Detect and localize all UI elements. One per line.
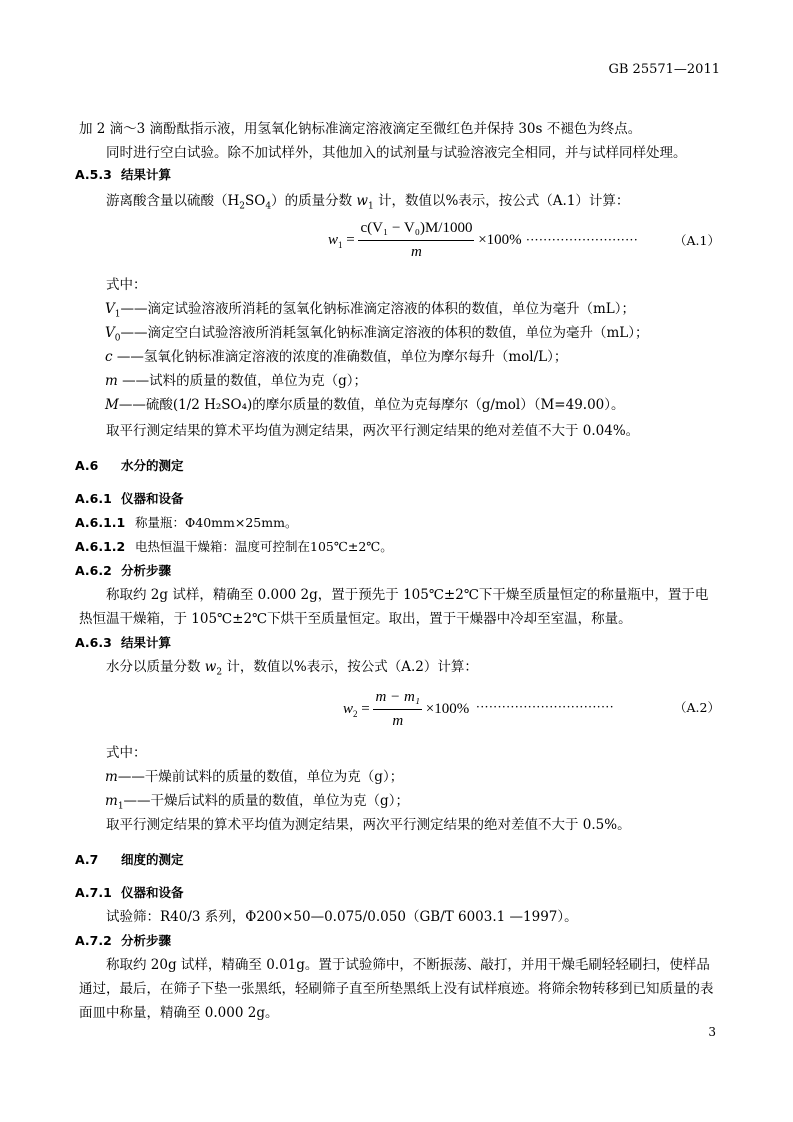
section-title: 结果计算 bbox=[121, 635, 172, 650]
page-number: 3 bbox=[708, 1025, 716, 1039]
standard-number: GB 25571—2011 bbox=[608, 62, 720, 77]
formula-leader-dots: ·························· bbox=[526, 233, 639, 247]
subscript: 2 bbox=[353, 708, 358, 719]
section-a-6-1-1 bbox=[75, 515, 297, 530]
dash: —— bbox=[120, 301, 148, 317]
equals-sign: = bbox=[346, 231, 355, 248]
paragraph-test-sieve: 试验筛：R40/3 系列，Φ200×50—0.075/0.050（GB/T 6003.1 —1997）。 bbox=[106, 909, 578, 925]
symbol: m bbox=[105, 769, 118, 785]
subscript: 2 bbox=[239, 201, 246, 212]
section-a-6-1 bbox=[75, 491, 184, 506]
text-segment: 游离酸含量以硫酸（H bbox=[106, 193, 240, 209]
where-label: 式中： bbox=[106, 277, 147, 293]
section-number: A.6.1.1 bbox=[75, 515, 126, 530]
variable: w bbox=[204, 659, 217, 675]
subscript: 1 bbox=[117, 801, 124, 812]
numerator: m − m₁ bbox=[373, 689, 422, 710]
dash: —— bbox=[112, 349, 144, 365]
definition-text: 氢氧化钠标准滴定溶液的浓度的准确数值，单位为摩尔每升（mol/L）； bbox=[143, 349, 568, 365]
formula-label: （A.1） bbox=[674, 233, 720, 248]
times-percent: ×100% bbox=[425, 700, 470, 717]
subscript: 2 bbox=[216, 667, 223, 678]
formula-a2 bbox=[343, 689, 469, 730]
paragraph-moisture-procedure: 称取约 2g 试样，精确至 0.000 2g，置于预先于 105℃±2℃下干燥至质量恒定的称量瓶中，置于电热恒温干燥箱，于 105℃±2℃下烘干至质量恒定。取出，置于干燥器中冷却至室温，称量。 bbox=[79, 587, 709, 627]
text-segment: SO bbox=[245, 193, 266, 209]
section-title: 结果计算 bbox=[121, 167, 172, 182]
section-a-5-3 bbox=[75, 167, 171, 182]
section-a-7 bbox=[75, 852, 184, 867]
section-number: A.7 bbox=[75, 852, 99, 867]
paragraph-moisture-content bbox=[79, 655, 720, 685]
symbol: m bbox=[105, 793, 118, 809]
fraction bbox=[358, 220, 474, 261]
symbol: M bbox=[105, 397, 119, 413]
section-title: 水分的测定 bbox=[121, 458, 184, 473]
paragraph-precision-moisture: 取平行测定结果的算术平均值为测定结果，两次平行测定结果的绝对差值不大于 0.5%。 bbox=[106, 817, 631, 833]
dash: —— bbox=[117, 769, 145, 785]
section-text: 电热恒温干燥箱：温度可控制在105℃±2℃。 bbox=[135, 539, 393, 554]
section-title: 仪器和设备 bbox=[121, 885, 184, 900]
paragraph-fineness-procedure: 称取约 20g 试样，精确至 0.01g。置于试验筛中，不断振荡、敲打，并用干燥毛刷轻轻刷扫，使样品通过，最后，在筛子下垫一张黑纸，轻刷筛子直至所垫黑纸上没有试样痕迹。将筛余物转移到已知质量的表面皿中称量，精确至 0.000 2g。 bbox=[79, 957, 714, 1021]
numerator: c(V₁ − V₀)M/1000 bbox=[358, 220, 474, 241]
formula-a1 bbox=[328, 220, 522, 261]
dash: —— bbox=[120, 325, 148, 341]
dash: —— bbox=[123, 793, 151, 809]
section-title: 分析步骤 bbox=[121, 563, 172, 578]
text-segment: 水分以质量分数 bbox=[106, 659, 205, 675]
symbol: V bbox=[105, 301, 115, 317]
symbol: V bbox=[105, 325, 115, 341]
section-number: A.6.2 bbox=[75, 563, 112, 578]
subscript: 0 bbox=[114, 333, 121, 344]
definition-text: 滴定试验溶液所消耗的氢氧化钠标准滴定溶液的体积的数值，单位为毫升（mL）； bbox=[147, 301, 635, 317]
text-segment: 计，数值以%表示，按公式（A.1）计算： bbox=[373, 193, 630, 209]
formula-label: （A.2） bbox=[674, 700, 720, 715]
section-a-7-1 bbox=[75, 885, 184, 900]
subscript: 1 bbox=[367, 201, 374, 212]
paragraph-precision-acid: 取平行测定结果的算术平均值为测定结果，两次平行测定结果的绝对差值不大于 0.04%。 bbox=[106, 423, 640, 439]
where-label: 式中： bbox=[106, 745, 147, 761]
section-number: A.6.3 bbox=[75, 635, 112, 650]
variable: w bbox=[356, 193, 368, 209]
subscript: 1 bbox=[114, 309, 121, 320]
fraction bbox=[373, 689, 422, 730]
equals-sign: = bbox=[361, 700, 370, 717]
section-a-6-2 bbox=[75, 563, 171, 578]
text-segment: 计，数值以%表示，按公式（A.2）计算： bbox=[222, 659, 478, 675]
text-segment: ）的质量分数 bbox=[271, 193, 357, 209]
definition-text: 干燥前试料的质量的数值，单位为克（g）； bbox=[144, 769, 404, 785]
denominator: m bbox=[392, 713, 404, 729]
definition-text: 硫酸(1/2 H₂SO₄)的摩尔质量的数值，单位为克每摩尔（g/mol）（M=49.00）。 bbox=[145, 397, 625, 413]
paragraph-endpoint: 加 2 滴～3 滴酚酞指示液，用氢氧化钠标准滴定溶液滴定至微红色并保持 30s 不褪色为终点。 bbox=[79, 121, 642, 137]
paragraph-blank-test: 同时进行空白试验。除不加试样外，其他加入的试剂量与试验溶液完全相同，并与试样同样处理。 bbox=[106, 145, 687, 161]
section-a-6 bbox=[75, 458, 184, 473]
definition-text: 干燥后试料的质量的数值，单位为克（g）； bbox=[150, 793, 409, 809]
section-a-7-2 bbox=[75, 933, 171, 948]
symbol: c bbox=[105, 349, 113, 365]
section-number: A.5.3 bbox=[75, 167, 112, 182]
formula-lhs: w bbox=[343, 700, 354, 717]
section-title: 仪器和设备 bbox=[121, 491, 184, 506]
section-title: 分析步骤 bbox=[121, 933, 172, 948]
paragraph-acid-content bbox=[79, 189, 720, 219]
times-percent: ×100% bbox=[478, 231, 522, 248]
definition-text: 滴定空白试验溶液所消耗氢氧化钠标准滴定溶液的体积的数值，单位为毫升（mL）； bbox=[147, 325, 649, 341]
definition-text: 试料的质量的数值，单位为克（g）； bbox=[149, 373, 368, 389]
subscript: 1 bbox=[338, 239, 343, 250]
section-number: A.7.2 bbox=[75, 933, 112, 948]
denominator: m bbox=[411, 244, 422, 260]
section-number: A.6 bbox=[75, 458, 99, 473]
section-a-6-3 bbox=[75, 635, 171, 650]
dash: —— bbox=[118, 397, 146, 413]
section-number: A.6.1.2 bbox=[75, 539, 126, 554]
section-number: A.6.1 bbox=[75, 491, 112, 506]
section-number: A.7.1 bbox=[75, 885, 112, 900]
dash: —— bbox=[117, 373, 150, 389]
formula-lhs: w bbox=[328, 231, 339, 248]
subscript: 4 bbox=[265, 201, 272, 212]
section-a-6-1-2 bbox=[75, 539, 393, 554]
formula-leader-dots: ································ bbox=[476, 700, 615, 714]
symbol: m bbox=[105, 373, 118, 389]
section-title: 细度的测定 bbox=[121, 852, 184, 867]
section-text: 称量瓶：Φ40mm×25mm。 bbox=[135, 515, 298, 530]
